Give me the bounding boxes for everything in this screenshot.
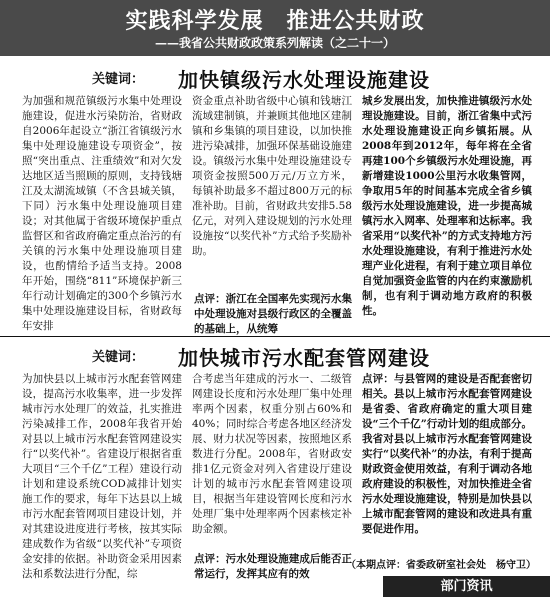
article2-column-2: 合考虑当年建成的污水一、二级管网建设长度和污水处理厂集中处理率两个因素，权重分别占60%和40%；同时综合考虑各地区经济发展、财力状况等因素，按照地区系数进行分配。2008年，省财政安排1亿元资金对列入省建设厅建设计划的城市污水配套管网建设项目，根据当年建设管网长度和污水处理厂集中处理率两个因素核定补助金额。 — [192, 373, 352, 535]
article1-headline: 加快镇级污水处理设施建设 — [178, 68, 430, 92]
article1-keyword: 关键词： — [92, 72, 145, 87]
article2-headline: 加快城市污水配套管网建设 — [178, 346, 430, 370]
article1-comment-label: 点评： — [194, 293, 226, 305]
article1-column-2: 资金重点补助省级中心镇和钱塘江流域建制镇，并兼顾其他地区建制镇和乡集镇的项目建设，以加快推进污染减排，加强环保基础设施建设。镇级污水集中处理设施建设专项资金按照500万元/万立方米，每镇补助最多不超过800万元的标准补助。目前，省财政共安排5.58亿元，对列入建设规划的污水处理设施按“以奖代补”方式给予奖励补助。 — [192, 95, 352, 257]
footer-label: 部门资讯 — [383, 576, 550, 597]
article1-comment — [194, 292, 352, 337]
section-divider — [0, 336, 550, 337]
article2-comment-label: 点评： — [194, 553, 226, 565]
article2-column-1: 为加快县以上城市污水配套管网建设，提高污水收集率，进一步发挥城市污水处理厂的效益，扎实推进污染减排工作，2008年我省开始对县以上城市污水配套管网建设实行“以奖代补”。省建设厅根据省重大项目“三个千亿”工程）建设行动计划和建设系统COD减排计划实施工作的要求，每年下达县以上城市污水配套管网项目建设计划，并对其建设进度进行考核，按其实际建成数作为省级“以奖代补”专项资金安排的依据。补助资金采用因素法和系数法进行分配，综 — [22, 373, 182, 580]
banner-title: 实践科学发展 推进公共财政 — [125, 9, 425, 34]
source-credit: （本期点评：省委政研室社会处 杨守卫） — [346, 560, 536, 571]
article1-column-1: 为加强和规范镇级污水集中处理设施建设，促进水污染防治，省财政自2006年起设立“浙江省镇级污水集中处理设施建设专项资金”，按照“突出重点、注重绩效”和对欠发达地区适当照顾的原则，支持钱塘江及太湖流域镇（不含县城关镇，下同）污水集中处理设施项目建设；对其他属于省级环境保护重点监督区和省政府确定重点治污的有关镇的污水集中处理设施项目建设，也酌情给予适当支持。2008年开始，围绕“811”环境保护新三年行动计划确定的300个乡镇污水集中处理设施建设目标，省财政每年安排 — [22, 95, 182, 332]
footer — [0, 576, 550, 597]
article2-comment-text: 污水处理设施建成后能否正常运行，发挥其应有的效 — [194, 553, 353, 580]
article1-comment-text: 浙江在全国率先实现污水集中处理设施对县级行政区的全覆盖的基础上，从统筹 — [194, 293, 353, 335]
article2-keyword: 关键词： — [92, 350, 145, 365]
banner — [0, 0, 550, 56]
banner-subtitle: ——我省公共财政政策系列解读（之二十一） — [154, 36, 395, 50]
article1-column-3: 城乡发展出发，加快推进镇级污水处理设施建设。目前，浙江省集中式污水处理设施建设正向乡镇拓展。从2008年到2012年，每年将在全省再建100个乡镇级污水处理设施，再新增建设1000公里污水收集管网，争取用5年的时间基本完成全省乡镇级污水处理设施建设，进一步提高城镇污水入网率、处理率和达标率。我省采用“以奖代补”的方式支持地方污水处理设施建设，有利于推进污水处理产业化进程，有利于建立项目单位自觉加强资金监管的内在约束激励机制，也有利于调动地方政府的积极性。 — [362, 95, 532, 317]
article2-column-3: 点评：与县管网的建设是否配套密切相关。县以上城市污水配套管网建设是省委、省政府确定的重大项目建设“三个千亿”行动计划的组成部分。我省对县以上城市污水配套管网建设实行“以奖代补”的办法，有利于提高财政资金使用效益，有利于调动各地政府建设的积极性，对加快推进全省污水处理设施建设，特别是加快县以上城市配套管网的建设和改进具有重要促进作用。 — [362, 373, 532, 535]
